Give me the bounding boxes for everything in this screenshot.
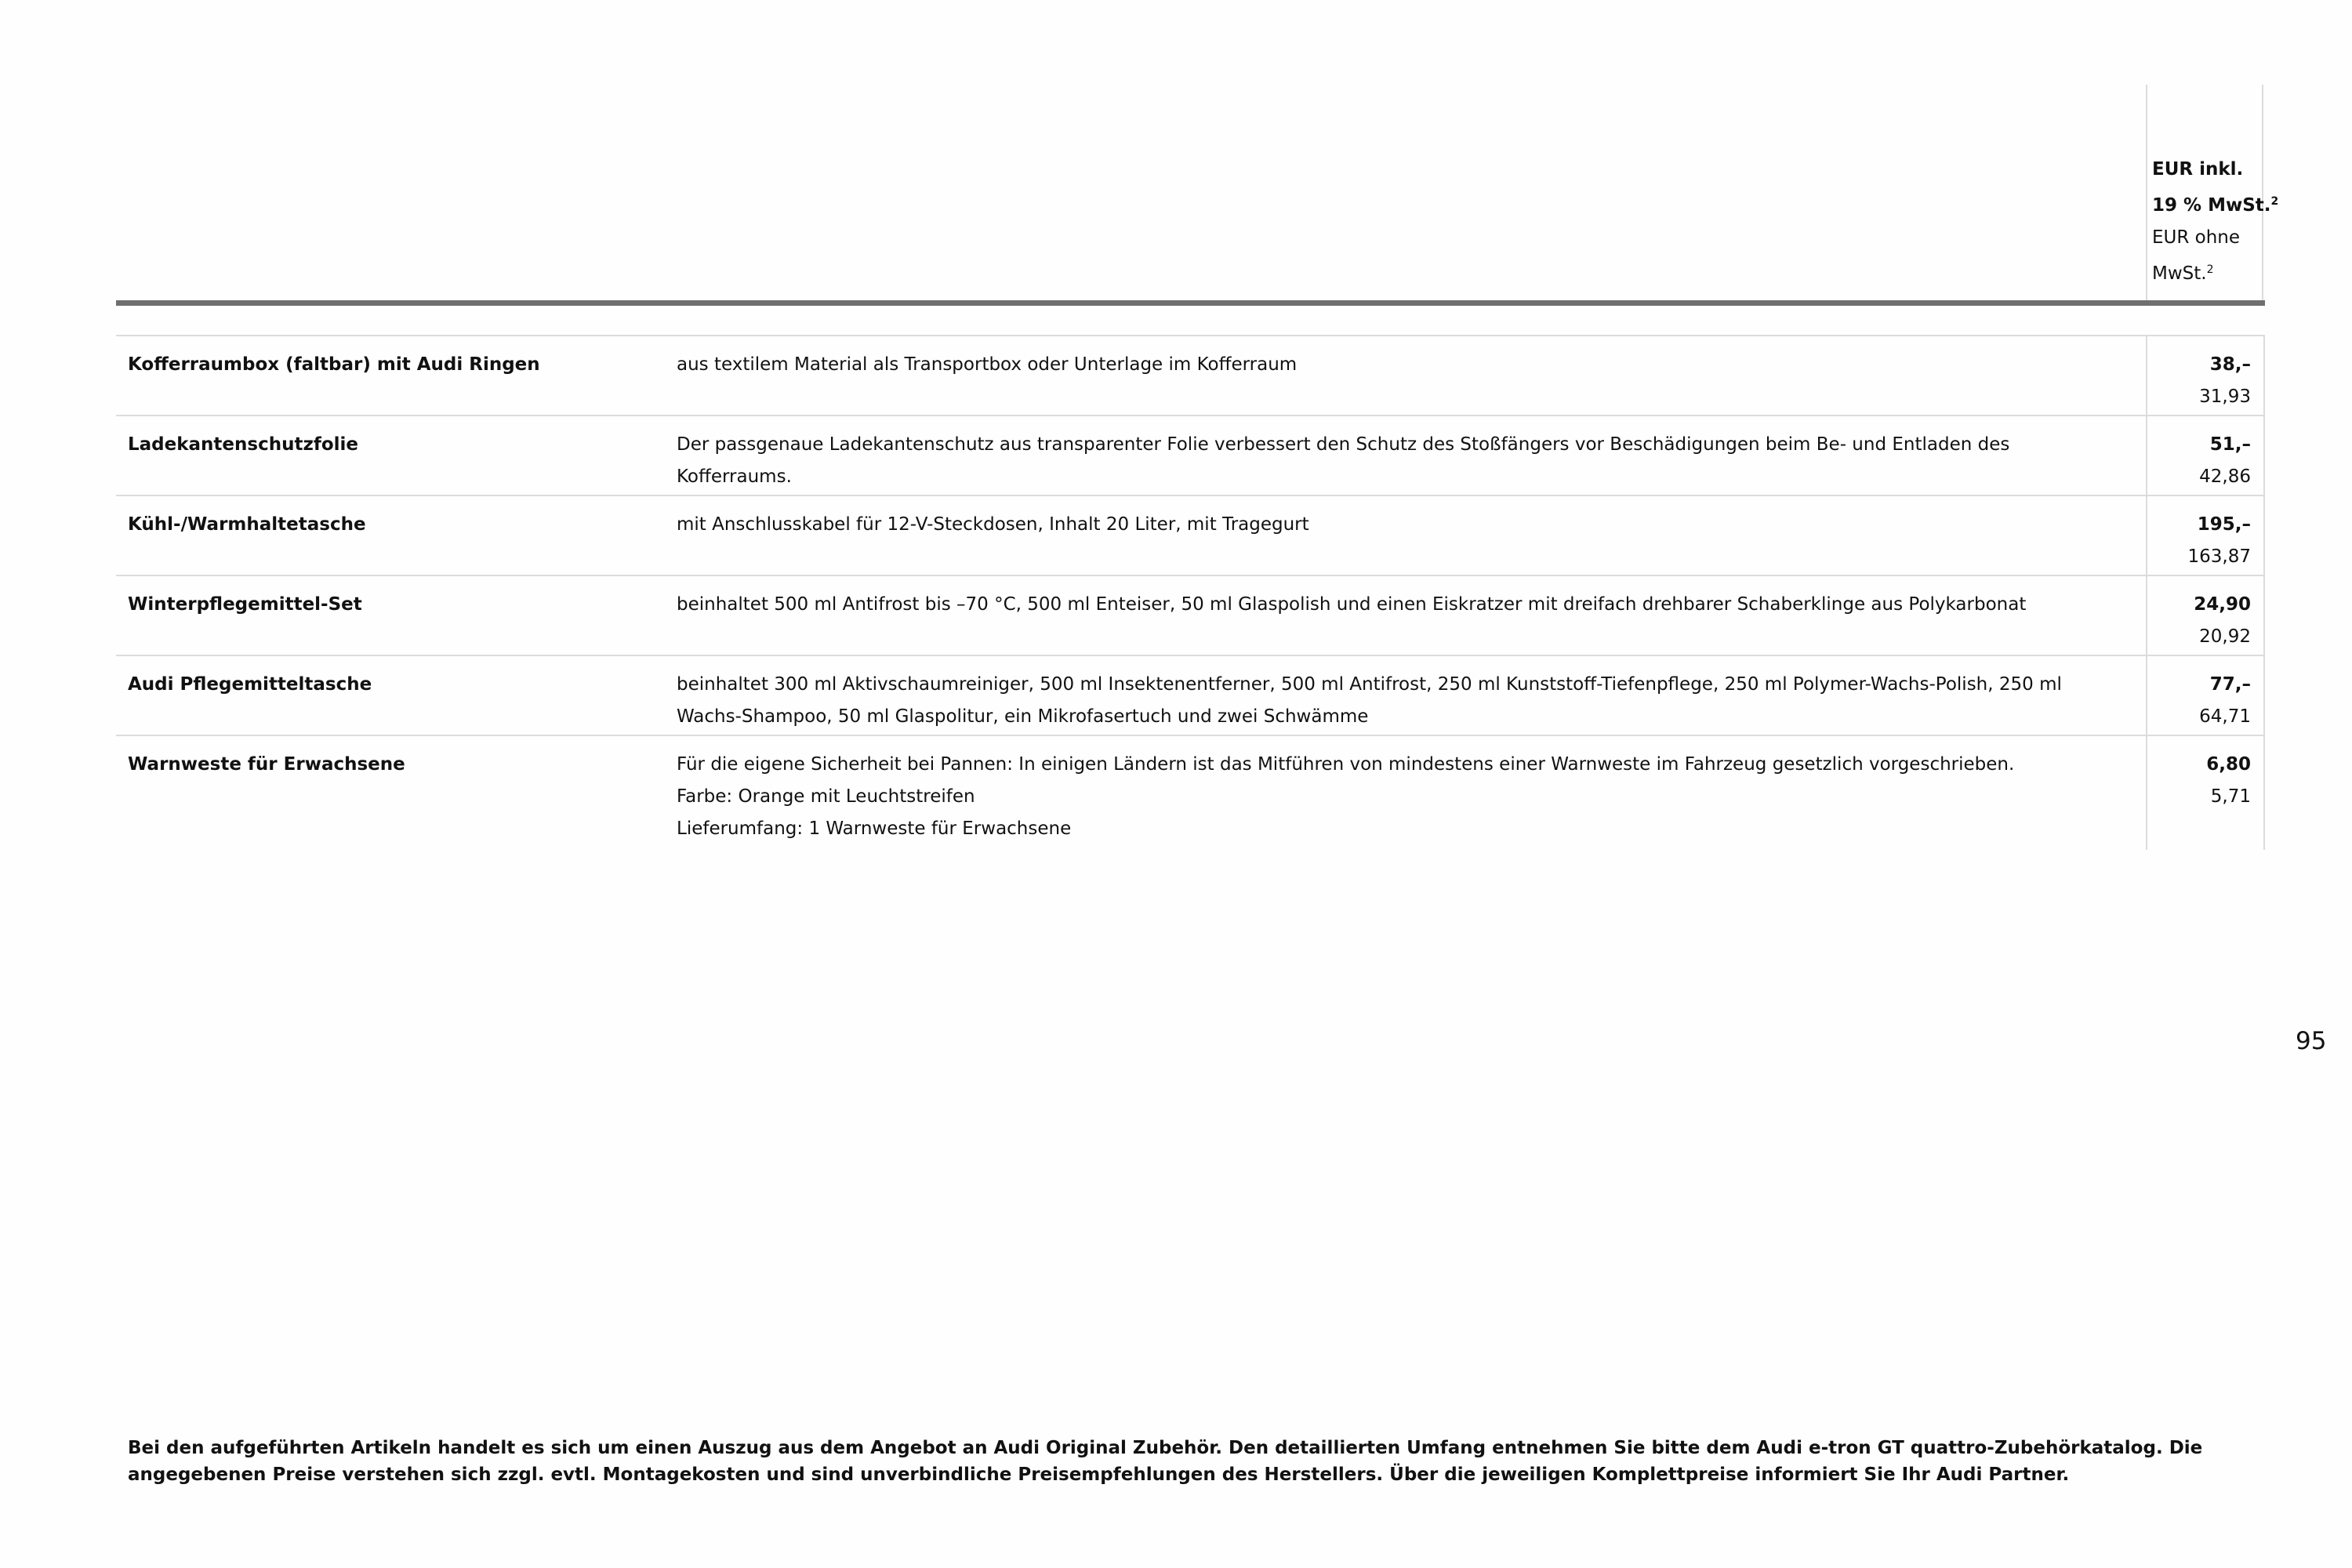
item-price bbox=[2146, 736, 2265, 850]
price-net: 163,87 bbox=[2187, 546, 2251, 567]
item-description: Der passgenaue Ladekantenschutz aus transparenter Folie verbessert den Schutz des Stoßfängers vor Beschädigungen beim Be- und Entladen des Kofferraums. bbox=[677, 434, 2010, 487]
price-net: 20,92 bbox=[2199, 626, 2251, 647]
price-gross-label-2: 19 % MwSt.$^2$ bbox=[2152, 195, 2279, 216]
item-name: Ladekantenschutzfolie bbox=[128, 434, 359, 455]
price-net: 5,71 bbox=[2210, 786, 2251, 807]
item-name: Warnweste für Erwachsene bbox=[128, 754, 405, 775]
item-description: beinhaltet 300 ml Aktivschaumreiniger, 500 ml Insektenentferner, 500 ml Antifrost, 250 ml Kunststoff-Tiefenpflege, 250 ml Polymer-Wachs-Polish, 250 ml Wachs-Shampoo, 50 ml Glaspolitur, ein Mikrofasertuch und zwei Schwämme bbox=[677, 674, 2062, 727]
item-price bbox=[2146, 416, 2265, 495]
table-row bbox=[116, 336, 2265, 416]
price-gross: 77,– bbox=[2209, 674, 2251, 695]
item-description: mit Anschlusskabel für 12-V-Steckdosen, Inhalt 20 Liter, mit Tragegurt bbox=[677, 514, 1309, 535]
item-description: beinhaltet 500 ml Antifrost bis –70 °C, 500 ml Enteiser, 50 ml Glaspolish und einen Eiskratzer mit dreifach drehbarer Schaberklinge aus Polykarbonat bbox=[677, 594, 2027, 615]
price-header-text bbox=[2152, 154, 2278, 290]
price-column-header bbox=[2146, 85, 2279, 302]
price-gross: 24,90 bbox=[2194, 594, 2251, 615]
item-description: aus textilem Material als Transportbox oder Unterlage im Kofferraum bbox=[677, 354, 1298, 375]
price-gross: 6,80 bbox=[2206, 754, 2251, 775]
table-row bbox=[116, 576, 2265, 656]
table-row bbox=[116, 416, 2265, 496]
price-net: 42,86 bbox=[2199, 466, 2251, 487]
item-price bbox=[2146, 336, 2265, 415]
item-name: Audi Pflegemitteltasche bbox=[128, 674, 372, 695]
price-gross: 38,– bbox=[2209, 354, 2251, 375]
table-row bbox=[116, 736, 2265, 850]
accessory-price-table bbox=[116, 335, 2265, 850]
item-name: Kühl-/Warmhaltetasche bbox=[128, 514, 366, 535]
price-net: 64,71 bbox=[2199, 706, 2251, 727]
header-divider bbox=[116, 300, 2265, 306]
item-name: Kofferraumbox (faltbar) mit Audi Ringen bbox=[128, 354, 540, 375]
price-gross-label-1: EUR inkl. bbox=[2152, 159, 2244, 180]
table-row bbox=[116, 656, 2265, 736]
price-gross: 51,– bbox=[2209, 434, 2251, 455]
page-number: 95 bbox=[2296, 1027, 2327, 1055]
item-description: Für die eigene Sicherheit bei Pannen: In einigen Ländern ist das Mitführen von mindestens einer Warnweste im Fahrzeug gesetzlich vorgeschrieben. Farbe: Orange mit Leuchtstreifen Lieferumfang: 1 Warnweste für Erwachsene bbox=[677, 754, 2015, 839]
item-price bbox=[2146, 496, 2265, 575]
item-name: Winterpflegemittel-Set bbox=[128, 594, 362, 615]
price-gross: 195,– bbox=[2197, 514, 2251, 535]
item-price bbox=[2146, 576, 2265, 655]
footnote: Bei den aufgeführten Artikeln handelt es sich um einen Auszug aus dem Angebot an Audi Original Zubehör. Den detaillierten Umfang entnehmen Sie bitte dem Audi e-tron GT quattro-Zubehörkatalog. Die angegebenen Preise verstehen sich zzgl. evtl. Montagekosten und sind unverbindliche Preisempfehlungen des Herstellers. Über die jeweiligen Komplettpreise informiert Sie Ihr Audi Partner. bbox=[128, 1438, 2203, 1485]
item-price bbox=[2146, 656, 2265, 735]
table-row bbox=[116, 496, 2265, 576]
price-net-label-2: MwSt.$^2$ bbox=[2152, 263, 2214, 284]
price-net-label-1: EUR ohne bbox=[2152, 227, 2241, 248]
price-net: 31,93 bbox=[2199, 387, 2251, 407]
